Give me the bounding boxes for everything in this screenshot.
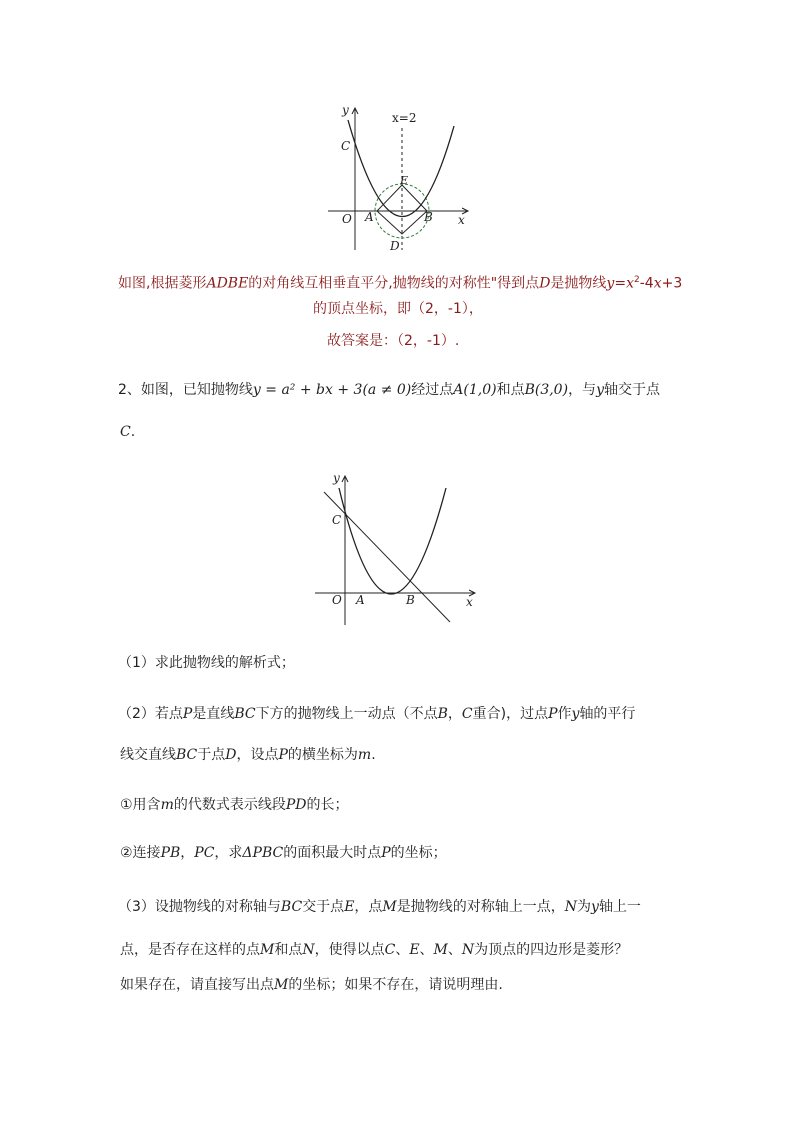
fig1-label-C: C — [341, 139, 351, 153]
fig2-label-B: B — [406, 593, 415, 607]
solution-line-3: 故答案是：（2，-1）. — [327, 333, 460, 349]
question-3-line-2: 点，是否存在这样的点M和点N，使得以点C、E、M、N为顶点的四边形是菱形？ — [120, 942, 629, 958]
fig1-label-A: A — [365, 210, 374, 224]
fig1-label-y: y — [342, 103, 349, 117]
question-2-i: ①用含m的代数式表示线段PD的长； — [120, 797, 349, 813]
problem-2-intro-line-2: C. — [120, 424, 136, 440]
fig2-parabola — [339, 488, 446, 594]
question-2-ii: ②连接PB，PC，求ΔPBC的面积最大时点P的坐标； — [120, 845, 447, 861]
fig1-parabola — [348, 120, 454, 217]
fig2-label-O: O — [332, 593, 342, 607]
fig2-label-x: x — [466, 595, 473, 609]
fig2-line-BC — [324, 492, 450, 622]
fig1-label-x: x — [458, 213, 465, 227]
question-3-line-3: 如果存在，请直接写出点M的坐标；如果不存在，请说明理由. — [120, 977, 503, 993]
problem-2-intro: 2、如图，已知抛物线y = a² + bx + 3(a ≠ 0)经过点A(1,0)和点B(3,0)，与y轴交于点 — [118, 382, 660, 398]
question-2-line-2: 线交直线BC于点D，设点P的横坐标为m. — [120, 747, 376, 763]
question-3-line-1: （3）设抛物线的对称轴与BC交于点E，点M是抛物线的对称轴上一点，N为y轴上一 — [118, 899, 641, 915]
fig2-label-A: A — [356, 593, 365, 607]
fig1-label-E: E — [400, 174, 409, 187]
figure-2 — [310, 470, 480, 630]
solution-line-1: 如图,根据菱形ADBE的对角线互相垂直平分,抛物线的对称性"得到点D是抛物线$y=x^2-4x+3$ — [118, 275, 683, 292]
fig2-label-C: C — [332, 513, 342, 527]
fig1-label-x-eq-2: x=2 — [392, 111, 417, 125]
figure-1 — [320, 100, 480, 260]
fig1-label-B: B — [424, 210, 433, 224]
question-1: （1）求此抛物线的解析式； — [118, 655, 295, 671]
fig1-label-D: D — [390, 239, 400, 253]
fig1-label-O: O — [342, 212, 352, 226]
solution-line-2: 的顶点坐标，即（2，-1）， — [313, 301, 483, 317]
question-2-line-1: （2）若点P是直线BC下方的抛物线上一动点（不点B，C重合)，过点P作y轴的平行 — [118, 706, 636, 722]
fig2-label-y: y — [333, 471, 340, 485]
